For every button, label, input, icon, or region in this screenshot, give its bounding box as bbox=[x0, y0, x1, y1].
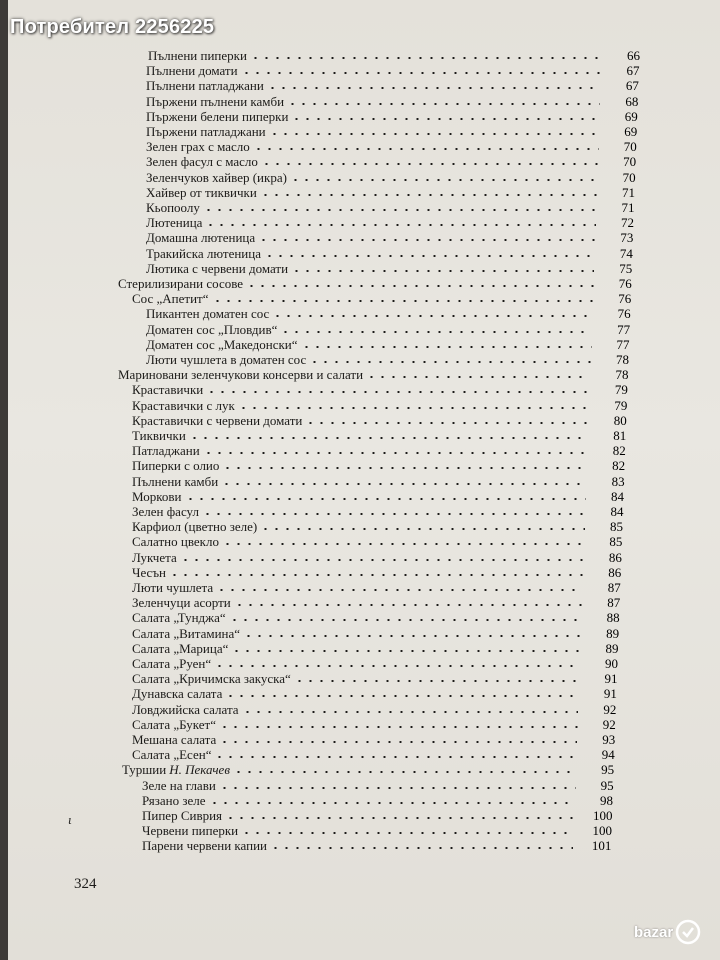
margin-mark: ι bbox=[68, 812, 72, 827]
dot-leader bbox=[242, 711, 579, 713]
toc-entry-title: Чесън bbox=[132, 564, 166, 580]
toc-entry-page: 71 bbox=[622, 184, 636, 200]
dot-leader bbox=[301, 346, 592, 348]
bazar-logo-icon bbox=[675, 919, 701, 945]
toc-entry-page: 87 bbox=[607, 595, 621, 611]
dot-leader bbox=[366, 376, 590, 378]
toc-entry bbox=[132, 580, 583, 596]
dot-leader bbox=[203, 209, 597, 211]
toc-entry bbox=[132, 747, 577, 763]
toc-entry-page: 78 bbox=[616, 352, 629, 367]
toc-entry-page: 69 bbox=[624, 108, 638, 124]
toc-entry bbox=[142, 823, 574, 839]
toc-entry-title: Пълнени камби bbox=[132, 473, 219, 489]
toc-entry-title: Салата „Витамина“ bbox=[132, 625, 241, 641]
toc-entry-page: 83 bbox=[611, 473, 625, 489]
toc-entry bbox=[146, 94, 600, 110]
toc-entry bbox=[132, 291, 593, 307]
toc-entry bbox=[132, 519, 585, 535]
toc-entry bbox=[142, 838, 573, 854]
toc-entry-title: Тиквички bbox=[132, 428, 186, 443]
toc-entry bbox=[132, 504, 586, 520]
toc-entry-title: Салатно цвекло bbox=[132, 534, 219, 550]
toc-entry-title: Пълнени домати bbox=[146, 63, 238, 79]
toc-entry bbox=[146, 78, 601, 94]
dot-leader bbox=[189, 437, 588, 439]
toc-entry-page: 78 bbox=[615, 367, 629, 383]
toc-entry-page: 82 bbox=[612, 458, 626, 474]
toc-entry-page: 100 bbox=[592, 823, 612, 839]
toc-entry-title: Зеленчуков хайвер (икра) bbox=[146, 169, 287, 185]
toc-entry bbox=[146, 322, 592, 338]
toc-entry-title: Краставички с червени домати bbox=[132, 412, 303, 428]
toc-entry-title: Пълнени пиперки bbox=[148, 48, 247, 63]
toc-entry-title: Пълнени патладжани bbox=[146, 78, 264, 94]
toc-entry-title: Салата „Кричимска закуска“ bbox=[132, 671, 291, 687]
dot-leader bbox=[267, 87, 601, 89]
dot-leader bbox=[225, 695, 578, 697]
toc-entry-title: Салата „Тунджа“ bbox=[132, 610, 226, 626]
toc-entry-title: Зелен фасул с масло bbox=[146, 154, 258, 170]
toc-entry-page: 89 bbox=[605, 640, 619, 656]
toc-entry-title: Сос „Апетит“ bbox=[132, 291, 209, 307]
toc-entry-page: 98 bbox=[600, 792, 614, 808]
toc-entry-author: Н. Пекачев bbox=[169, 762, 230, 778]
toc-entry bbox=[132, 671, 579, 687]
dot-leader bbox=[214, 756, 576, 758]
dot-leader bbox=[241, 72, 602, 74]
toc-entry bbox=[132, 413, 589, 429]
toc-entry-title: Зелен грах с масло bbox=[146, 139, 250, 155]
toc-entry-page: 81 bbox=[613, 428, 627, 443]
toc-entry-title: Краставички bbox=[132, 382, 204, 398]
toc-entry bbox=[132, 656, 580, 672]
toc-entry-page: 79 bbox=[614, 382, 628, 398]
toc-entry-title: Пържени пълнени камби bbox=[146, 93, 285, 109]
toc-entry bbox=[132, 428, 588, 444]
toc-entry-title: Доматен сос „Македонски“ bbox=[146, 336, 298, 352]
toc-entry bbox=[132, 458, 587, 474]
toc-entry-page: 92 bbox=[602, 716, 616, 732]
dot-leader bbox=[294, 680, 580, 682]
toc-entry-title: Дунавска салата bbox=[132, 686, 223, 702]
toc-entry-title: Лютеница bbox=[146, 215, 203, 231]
toc-entry-title: Лукчета bbox=[132, 549, 177, 565]
dot-leader bbox=[209, 802, 576, 804]
toc-entry-page: 71 bbox=[621, 200, 635, 215]
toc-entry bbox=[132, 443, 588, 459]
toc-entry bbox=[146, 215, 596, 231]
toc-entry-page: 70 bbox=[623, 139, 637, 155]
toc-entry-title: Салата „Руен“ bbox=[132, 656, 212, 671]
toc-entry-page: 76 bbox=[617, 306, 631, 322]
dot-leader bbox=[219, 741, 577, 743]
dot-leader bbox=[169, 574, 583, 576]
toc-entry-title: Стерилизирани сосове bbox=[118, 276, 244, 291]
toc-entry bbox=[132, 565, 583, 581]
toc-entry-title: Краставички с лук bbox=[132, 397, 235, 413]
toc-entry-page: 84 bbox=[611, 488, 625, 504]
toc-entry bbox=[132, 732, 577, 748]
bazar-logo bbox=[634, 912, 716, 952]
toc-entry bbox=[132, 534, 584, 550]
toc-entry-page: 91 bbox=[603, 686, 617, 702]
toc-entry-title: Ловджийска салата bbox=[132, 701, 239, 717]
toc-entry-title: Кьопоолу bbox=[146, 200, 200, 215]
dot-leader bbox=[212, 300, 594, 302]
toc-entry bbox=[142, 793, 575, 809]
toc-entry-title: Пикантен доматен сос bbox=[146, 306, 270, 322]
dot-leader bbox=[309, 361, 591, 363]
dot-leader bbox=[243, 635, 581, 637]
toc-entry bbox=[118, 367, 590, 383]
toc-entry-title: Патладжани bbox=[132, 443, 200, 459]
toc-entry bbox=[146, 170, 598, 186]
toc-entry bbox=[132, 717, 578, 733]
dot-leader bbox=[205, 224, 596, 226]
toc-entry-page: 93 bbox=[602, 732, 616, 747]
toc-entry-title: Лютика с червени домати bbox=[146, 260, 289, 276]
toc-entry-page: 77 bbox=[616, 336, 630, 352]
dot-leader bbox=[231, 650, 580, 652]
toc-entry-title: Парени червени капии bbox=[142, 838, 267, 854]
toc-entry-title: Пипер Сиврия bbox=[142, 808, 223, 823]
page-number: 324 bbox=[74, 876, 97, 892]
toc-entry-page: 77 bbox=[617, 321, 631, 337]
dot-leader bbox=[225, 817, 574, 819]
toc-entry-page: 94 bbox=[601, 747, 615, 763]
dot-leader bbox=[305, 422, 588, 424]
dot-leader bbox=[203, 452, 588, 454]
toc-entry bbox=[132, 382, 590, 398]
dot-leader bbox=[291, 118, 599, 120]
dot-leader bbox=[250, 57, 602, 59]
toc-entry bbox=[146, 139, 599, 155]
toc-entry-page: 70 bbox=[622, 169, 636, 185]
dot-leader bbox=[219, 726, 578, 728]
toc-entry bbox=[146, 185, 597, 201]
toc-entry-title: Домашна лютеница bbox=[146, 230, 256, 246]
toc-entry-page: 95 bbox=[601, 762, 615, 778]
toc-entry bbox=[132, 686, 579, 702]
dot-leader bbox=[185, 498, 587, 500]
toc-entry-title: Салата „Есен“ bbox=[132, 747, 212, 763]
toc-entry-title: Карфиол (цветно зеле) bbox=[132, 519, 258, 535]
toc-entry-title: Салата „Букет“ bbox=[132, 716, 216, 732]
toc-entry-page: 75 bbox=[619, 260, 633, 276]
toc-entry-page: 82 bbox=[612, 443, 626, 459]
toc-entry bbox=[118, 276, 594, 292]
toc-entry-title: Червени пиперки bbox=[142, 823, 239, 839]
dot-leader bbox=[202, 513, 586, 515]
toc-entry-title: Люти чушлета bbox=[132, 580, 214, 595]
toc-entry-title: Зелен фасул bbox=[132, 504, 199, 519]
dot-leader bbox=[222, 467, 587, 469]
toc-entry bbox=[146, 246, 595, 262]
toc-entry-page: 66 bbox=[627, 48, 640, 63]
toc-entry bbox=[132, 550, 584, 566]
toc-entry-title: Мешана салата bbox=[132, 732, 217, 747]
toc-entry-page: 87 bbox=[607, 580, 621, 595]
dot-leader bbox=[290, 179, 598, 181]
toc-entry-page: 74 bbox=[619, 245, 633, 261]
toc-entry-page: 89 bbox=[606, 625, 620, 641]
toc-entry-page: 67 bbox=[625, 78, 639, 94]
dot-leader bbox=[246, 285, 594, 287]
toc-entry-page: 86 bbox=[608, 564, 622, 580]
toc-entry bbox=[132, 474, 587, 490]
dot-leader bbox=[260, 528, 585, 530]
toc-entry-title: Туршии bbox=[122, 762, 167, 778]
toc-entry bbox=[146, 200, 597, 216]
toc-entry bbox=[146, 154, 598, 170]
dot-leader bbox=[238, 407, 590, 409]
dot-leader bbox=[234, 604, 582, 606]
toc-entry bbox=[132, 626, 581, 642]
toc-entry-title: Хайвер от тиквички bbox=[146, 184, 257, 200]
toc-entry bbox=[146, 124, 599, 140]
logo-text: bazar bbox=[634, 923, 674, 941]
dot-leader bbox=[261, 163, 598, 165]
toc-entry-title: Зеленчуци асорти bbox=[132, 595, 231, 611]
toc-entry bbox=[132, 702, 578, 718]
toc-entry-page: 68 bbox=[625, 93, 639, 109]
toc-entry bbox=[132, 398, 589, 414]
toc-entry bbox=[142, 778, 576, 794]
toc-entry-page: 101 bbox=[591, 838, 612, 854]
toc-entry-page: 73 bbox=[620, 230, 634, 246]
toc-entry-page: 90 bbox=[605, 656, 618, 671]
toc-entry bbox=[142, 808, 575, 824]
dot-leader bbox=[241, 832, 574, 834]
toc-entry bbox=[146, 63, 601, 79]
toc-entry-page: 80 bbox=[613, 412, 627, 428]
toc-entry-title: Пържени белени пиперки bbox=[146, 108, 289, 124]
dot-leader bbox=[280, 331, 592, 333]
dot-leader bbox=[222, 543, 584, 545]
dot-leader bbox=[291, 270, 594, 272]
toc-entry bbox=[146, 352, 591, 368]
toc-entry-page: 92 bbox=[603, 701, 617, 717]
dot-leader bbox=[233, 771, 576, 773]
toc-entry bbox=[146, 337, 592, 353]
dot-leader bbox=[270, 847, 573, 849]
dot-leader bbox=[269, 133, 600, 135]
dot-leader bbox=[272, 315, 592, 317]
dot-leader bbox=[221, 483, 586, 485]
toc-entry-page: 70 bbox=[623, 154, 637, 170]
toc-entry bbox=[132, 610, 582, 626]
toc-entry bbox=[132, 489, 586, 505]
toc-entry bbox=[146, 306, 593, 322]
toc-entry-title: Тракийска лютеница bbox=[146, 245, 261, 261]
toc-entry bbox=[132, 641, 581, 657]
toc-entry-page: 84 bbox=[610, 504, 624, 519]
dot-leader bbox=[287, 103, 600, 105]
toc-entry bbox=[146, 109, 600, 125]
toc-entry bbox=[132, 595, 582, 611]
toc-entry-title: Маринoвани зеленчукови консерви и салати bbox=[118, 367, 364, 383]
dot-leader bbox=[214, 665, 580, 667]
toc-entry-page: 69 bbox=[624, 124, 638, 139]
dot-leader bbox=[264, 255, 595, 257]
toc-entry bbox=[146, 230, 595, 246]
dot-leader bbox=[253, 148, 599, 150]
dot-leader bbox=[229, 619, 582, 621]
toc-entry bbox=[122, 762, 576, 778]
toc-entry-page: 76 bbox=[618, 291, 632, 307]
dot-leader bbox=[180, 559, 584, 561]
toc-entry-title: Пиперки с олио bbox=[132, 458, 220, 474]
toc-entry-page: 100 bbox=[593, 808, 613, 823]
toc-entry-title: Люти чушлета в доматен сос bbox=[146, 352, 307, 367]
dot-leader bbox=[260, 194, 597, 196]
toc-entry-page: 67 bbox=[626, 63, 640, 79]
toc-entry-title: Зеле на глави bbox=[142, 777, 216, 793]
dot-leader bbox=[219, 787, 576, 789]
toc-entry-title: Моркови bbox=[132, 488, 182, 504]
dot-leader bbox=[216, 589, 583, 591]
toc-entry-page: 86 bbox=[608, 549, 622, 565]
toc-entry-page: 85 bbox=[609, 519, 623, 535]
dot-leader bbox=[206, 391, 590, 393]
toc-entry-page: 79 bbox=[614, 397, 628, 413]
dot-leader bbox=[258, 239, 595, 241]
toc-entry-page: 91 bbox=[604, 671, 618, 687]
toc-entry bbox=[148, 48, 602, 64]
toc-entry-page: 76 bbox=[618, 276, 632, 291]
toc-entry-title: Доматен сос „Пловдив“ bbox=[146, 321, 278, 337]
toc-entry-title: Салата „Марица“ bbox=[132, 640, 229, 656]
user-watermark: Потребител 2256225 bbox=[10, 16, 215, 38]
toc-entry-page: 88 bbox=[606, 610, 620, 626]
toc-entry-title: Пържени патладжани bbox=[146, 124, 266, 139]
toc-entry bbox=[146, 261, 594, 277]
toc-entry-page: 95 bbox=[600, 777, 614, 793]
toc-entry-page: 85 bbox=[609, 534, 623, 550]
toc-entry-page: 72 bbox=[620, 215, 634, 231]
toc-entry-title: Рязано зеле bbox=[142, 792, 206, 808]
